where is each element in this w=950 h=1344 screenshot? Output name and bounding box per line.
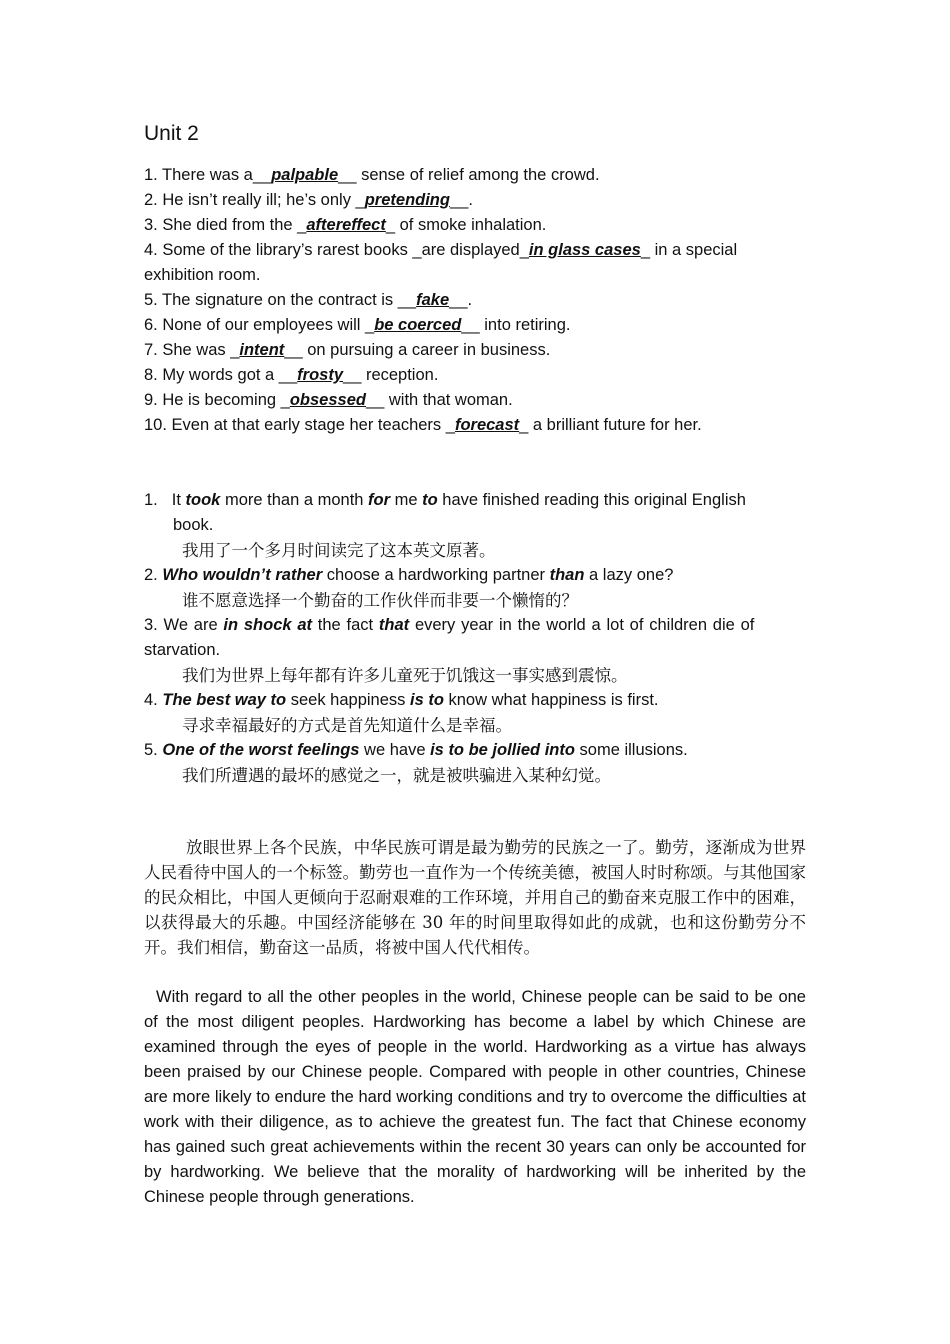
fill-blank-item: 6. None of our employees will _be coerced__ into retiring. <box>144 316 571 334</box>
unit-title: Unit 2 <box>144 122 199 145</box>
fill-blank-item: 3. She died from the _aftereffect_ of smoke inhalation. <box>144 216 547 234</box>
sentence-item: 1. It took more than a month for me to have finished reading this original English <box>144 491 746 509</box>
answer-blank: frosty <box>297 366 344 384</box>
english-paragraph: With regard to all the other peoples in the world, Chinese people can be said to be one of the most diligent peoples. Hardworking has become a label by which Chinese are examined through the eyes of people in the world. Hardworking as a virtue has always been praised by our Chinese people. Compared with people in other countries, Chinese are more likely to endure the hard working conditions and try to overcome the difficulties at work with their diligence, as to achieve the greatest fun. The fact that Chinese economy has gained such great achievements within the recent 30 years can only be accounted for by hardworking. We believe that the morality of hardworking will be inherited by the Chinese people through generations. <box>144 988 806 1206</box>
sentence-translation: 我用了一个多月时间读完了这本英文原著。 <box>182 541 496 560</box>
fill-blank-item: 8. My words got a __frosty__ reception. <box>144 366 439 384</box>
sentence-translation: 我们所遭遇的最坏的感觉之一，就是被哄骗进入某种幻觉。 <box>182 766 611 785</box>
sentence-translation: 谁不愿意选择一个勤奋的工作伙伴而非要一个懒惰的？ <box>182 591 578 610</box>
answer-blank: pretending <box>364 191 450 209</box>
answer-blank: aftereffect <box>306 216 386 234</box>
sentence-item: 4. The best way to seek happiness is to know what happiness is first. <box>144 691 659 709</box>
sentence-translation: 我们为世界上每年都有许多儿童死于饥饿这一事实感到震惊。 <box>182 666 628 685</box>
fill-blank-item: 1. There was a__palpable__ sense of relief among the crowd. <box>144 166 600 184</box>
answer-blank: fake <box>416 291 450 309</box>
answer-blank: intent <box>239 341 285 359</box>
answer-blank: forecast <box>454 416 520 434</box>
answer-blank: be coerced <box>374 316 462 334</box>
fill-blank-item: 5. The signature on the contract is __fake__. <box>144 291 473 309</box>
sentence-continuation: book. <box>173 516 214 534</box>
fill-blank-continuation: exhibition room. <box>144 266 261 284</box>
answer-blank: palpable <box>271 166 339 184</box>
fill-blank-item: 2. He isn’t really ill; he’s only _pretending__. <box>144 191 473 209</box>
sentence-item: 3. We are in shock at the fact that every year in the world a lot of children die of <box>144 616 755 634</box>
fill-blank-item: 10. Even at that early stage her teachers _forecast_ a brilliant future for her. <box>144 416 702 434</box>
fill-blank-item: 4. Some of the library’s rarest books _are displayed_in glass cases_ in a special <box>144 241 738 259</box>
sentence-translation: 寻求幸福最好的方式是首先知道什么是幸福。 <box>182 716 512 735</box>
answer-blank: obsessed <box>289 391 366 409</box>
sentence-item: 2. Who wouldn’t rather choose a hardworking partner than a lazy one? <box>144 566 674 584</box>
fill-blank-item: 7. She was _intent__ on pursuing a career in business. <box>144 341 551 359</box>
chinese-paragraph: 放眼世界上各个民族，中华民族可谓是最为勤劳的民族之一了。勤劳，逐渐成为世界人民看待中国人的一个标签。勤劳也一直作为一个传统美德，被国人时时称颂。与其他国家的民众相比，中国人更倾向于忍耐艰难的工作环境，并用自己的勤奋来克服工作中的困难，以获得最大的乐趣。中国经济能够在 30 年的时间里取得如此的成就，也和这份勤劳分不开。我们相信，勤奋这一品质，将被中国人代代相传。 <box>144 838 806 957</box>
sentence-continuation: starvation. <box>144 641 221 659</box>
sentence-item: 5. One of the worst feelings we have is to be jollied into some illusions. <box>144 741 688 759</box>
answer-blank: in glass cases <box>528 241 641 259</box>
fill-blank-item: 9. He is becoming _obsessed__ with that woman. <box>144 391 513 409</box>
